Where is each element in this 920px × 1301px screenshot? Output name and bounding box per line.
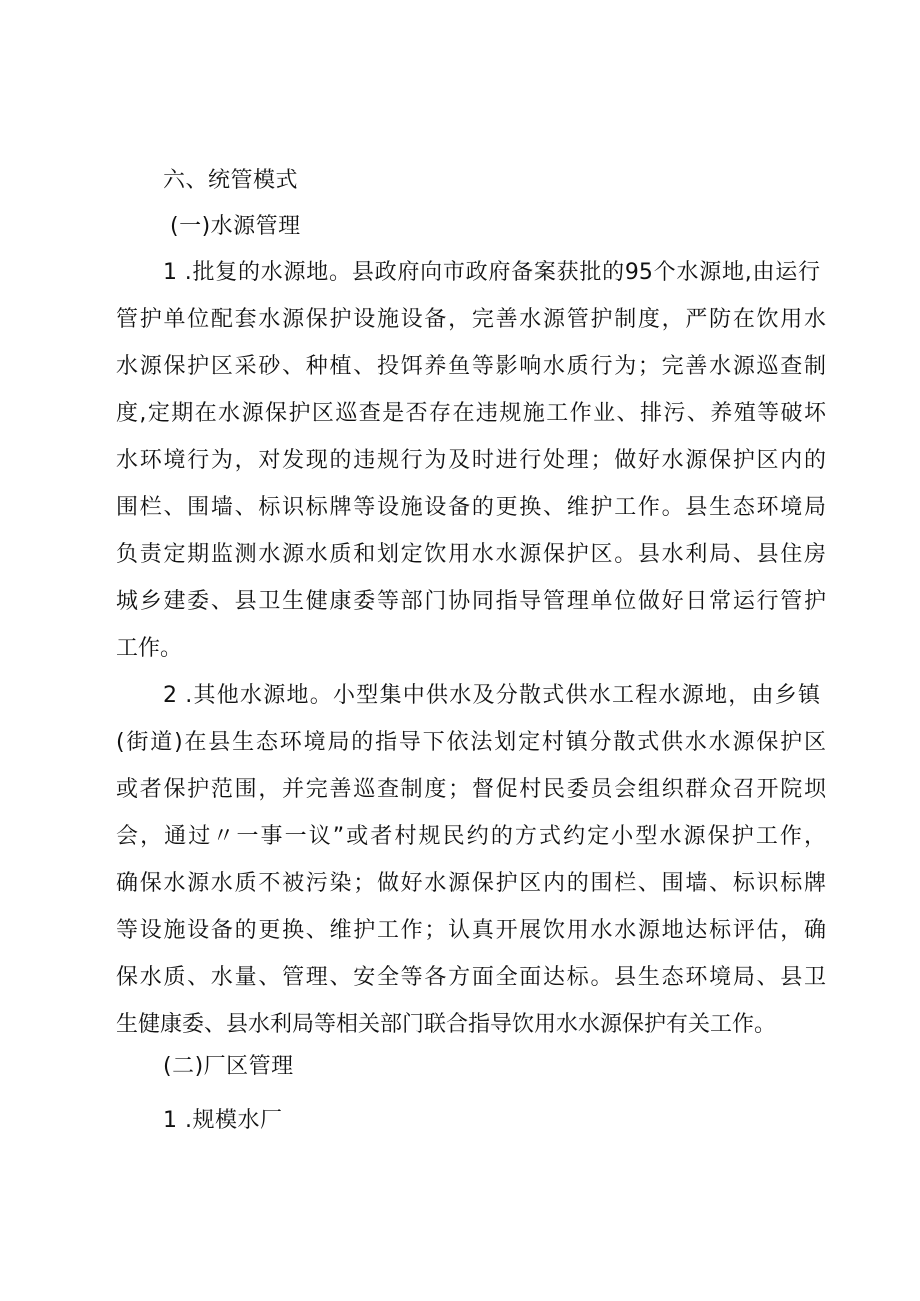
paragraph-line: 2 .其他水源地。小型集中供水及分散式供水工程水源地，由乡镇 — [163, 683, 820, 708]
paragraph-line: 等设施设备的更换、维护工作；认真开展饮用水水源地达标评估，确 — [116, 918, 826, 943]
paragraph-line: (街道)在县生态环境局的指导下依法划定村镇分散式供水水源保护区 — [116, 730, 826, 755]
subsection-heading-water-source: (一)水源管理 — [170, 214, 301, 239]
paragraph-line: 围栏、围墙、标识标牌等设施设备的更换、维护工作。县生态环境局 — [116, 495, 826, 520]
paragraph-line: 生健康委、县水利局等相关部门联合指导饮用水水源保护有关工作。 — [116, 1012, 777, 1037]
paragraph-line: 1 .批复的水源地。县政府向市政府备案获批的95个水源地,由运行 — [163, 260, 820, 285]
section-heading: 六、统管模式 — [163, 168, 299, 193]
paragraph-line: 工作。 — [116, 636, 183, 661]
paragraph-line: 度,定期在水源保护区巡查是否存在违规施工作业、排污、养殖等破坏 — [116, 401, 826, 426]
paragraph-line: 水源保护区采砂、种植、投饵养鱼等影响水质行为；完善水源巡查制 — [116, 354, 826, 379]
item-heading-scale-water-plant: 1 .规模水厂 — [163, 1108, 283, 1133]
paragraph-line: 负责定期监测水源水质和划定饮用水水源保护区。县水利局、县住房 — [116, 542, 826, 567]
subsection-heading-plant-area: (二)厂区管理 — [163, 1054, 294, 1079]
paragraph-line: 或者保护范围，并完善巡查制度；督促村民委员会组织群众召开院坝 — [116, 777, 826, 802]
paragraph-line: 保水质、水量、管理、安全等各方面全面达标。县生态环境局、县卫 — [116, 965, 826, 990]
paragraph-line: 管护单位配套水源保护设施设备，完善水源管护制度，严防在饮用水 — [116, 307, 826, 332]
paragraph-line: 城乡建委、县卫生健康委等部门协同指导管理单位做好日常运行管护 — [116, 589, 826, 614]
paragraph-line: 确保水源水质不被污染；做好水源保护区内的围栏、围墙、标识标牌 — [116, 871, 826, 896]
paragraph-line: 会，通过〃一事一议”或者村规民约的方式约定小型水源保护工作， — [116, 824, 826, 849]
paragraph-line: 水环境行为，对发现的违规行为及时进行处理；做好水源保护区内的 — [116, 448, 826, 473]
